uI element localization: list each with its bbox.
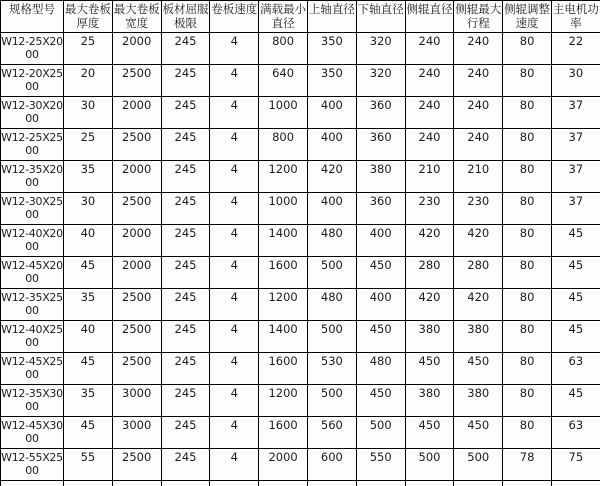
value-cell: 4 bbox=[210, 257, 259, 289]
value-cell: 2000 bbox=[112, 33, 161, 65]
table-row bbox=[1, 417, 600, 449]
value-cell: 20 bbox=[64, 65, 113, 97]
model-cell: W12-45X2000 bbox=[1, 257, 64, 289]
value-cell: 2000 bbox=[112, 257, 161, 289]
value-cell: 210 bbox=[454, 161, 503, 193]
table-row bbox=[1, 225, 600, 257]
value-cell: 245 bbox=[161, 417, 210, 449]
value-cell: 4 bbox=[210, 385, 259, 417]
value-cell: 240 bbox=[405, 97, 454, 129]
value-cell: 450 bbox=[356, 385, 405, 417]
empty-cell bbox=[454, 481, 503, 486]
value-cell: 450 bbox=[405, 353, 454, 385]
value-cell: 230 bbox=[454, 193, 503, 225]
value-cell: 4 bbox=[210, 161, 259, 193]
value-cell: 240 bbox=[454, 97, 503, 129]
header-cell: 主电机功率 bbox=[551, 1, 600, 33]
header-cell: 侧辊直径 bbox=[405, 1, 454, 33]
value-cell: 380 bbox=[405, 321, 454, 353]
value-cell: 245 bbox=[161, 321, 210, 353]
value-cell: 37 bbox=[551, 97, 600, 129]
value-cell: 480 bbox=[356, 353, 405, 385]
value-cell: 55 bbox=[64, 449, 113, 481]
value-cell: 420 bbox=[454, 289, 503, 321]
value-cell: 350 bbox=[307, 65, 356, 97]
table-row bbox=[1, 257, 600, 289]
empty-cell bbox=[259, 481, 308, 486]
value-cell: 80 bbox=[503, 321, 552, 353]
value-cell: 240 bbox=[454, 33, 503, 65]
value-cell: 380 bbox=[454, 385, 503, 417]
table-row bbox=[1, 65, 600, 97]
value-cell: 2500 bbox=[112, 289, 161, 321]
value-cell: 500 bbox=[307, 257, 356, 289]
value-cell: 4 bbox=[210, 225, 259, 257]
value-cell: 2500 bbox=[112, 353, 161, 385]
value-cell: 245 bbox=[161, 289, 210, 321]
value-cell: 245 bbox=[161, 385, 210, 417]
header-cell: 侧辊最大行程 bbox=[454, 1, 503, 33]
value-cell: 400 bbox=[307, 129, 356, 161]
model-cell: W12-35X3000 bbox=[1, 385, 64, 417]
value-cell: 45 bbox=[64, 257, 113, 289]
value-cell: 245 bbox=[161, 129, 210, 161]
value-cell: 640 bbox=[259, 65, 308, 97]
empty-cell bbox=[307, 481, 356, 486]
value-cell: 240 bbox=[405, 129, 454, 161]
value-cell: 245 bbox=[161, 33, 210, 65]
value-cell: 4 bbox=[210, 417, 259, 449]
value-cell: 480 bbox=[307, 225, 356, 257]
value-cell: 4 bbox=[210, 129, 259, 161]
value-cell: 2500 bbox=[112, 65, 161, 97]
value-cell: 25 bbox=[64, 33, 113, 65]
value-cell: 360 bbox=[356, 129, 405, 161]
value-cell: 245 bbox=[161, 193, 210, 225]
model-cell: W12-25X2500 bbox=[1, 129, 64, 161]
value-cell: 4 bbox=[210, 289, 259, 321]
value-cell: 80 bbox=[503, 225, 552, 257]
value-cell: 1400 bbox=[259, 321, 308, 353]
empty-cell bbox=[161, 481, 210, 486]
value-cell: 245 bbox=[161, 161, 210, 193]
value-cell: 40 bbox=[64, 321, 113, 353]
table-row bbox=[1, 353, 600, 385]
value-cell: 45 bbox=[551, 321, 600, 353]
value-cell: 1200 bbox=[259, 289, 308, 321]
value-cell: 2500 bbox=[112, 449, 161, 481]
value-cell: 80 bbox=[503, 353, 552, 385]
value-cell: 1200 bbox=[259, 161, 308, 193]
value-cell: 1600 bbox=[259, 353, 308, 385]
table-row bbox=[1, 129, 600, 161]
value-cell: 360 bbox=[356, 97, 405, 129]
header-cell: 侧辊调整速度 bbox=[503, 1, 552, 33]
value-cell: 245 bbox=[161, 225, 210, 257]
value-cell: 75 bbox=[551, 449, 600, 481]
value-cell: 1000 bbox=[259, 97, 308, 129]
value-cell: 450 bbox=[454, 353, 503, 385]
value-cell: 1400 bbox=[259, 225, 308, 257]
header-cell: 最大卷板厚度 bbox=[64, 1, 113, 33]
table-row bbox=[1, 97, 600, 129]
value-cell: 400 bbox=[356, 225, 405, 257]
value-cell: 400 bbox=[307, 193, 356, 225]
value-cell: 3000 bbox=[112, 385, 161, 417]
header-cell: 卷板速度 bbox=[210, 1, 259, 33]
value-cell: 30 bbox=[64, 97, 113, 129]
table-row bbox=[1, 193, 600, 225]
header-cell: 上轴直径 bbox=[307, 1, 356, 33]
table-row bbox=[1, 385, 600, 417]
value-cell: 45 bbox=[551, 289, 600, 321]
value-cell: 245 bbox=[161, 97, 210, 129]
value-cell: 4 bbox=[210, 449, 259, 481]
value-cell: 210 bbox=[405, 161, 454, 193]
empty-cell bbox=[210, 481, 259, 486]
value-cell: 500 bbox=[307, 321, 356, 353]
value-cell: 2500 bbox=[112, 193, 161, 225]
value-cell: 78 bbox=[503, 449, 552, 481]
value-cell: 420 bbox=[307, 161, 356, 193]
value-cell: 500 bbox=[307, 385, 356, 417]
value-cell: 80 bbox=[503, 65, 552, 97]
value-cell: 550 bbox=[356, 449, 405, 481]
value-cell: 420 bbox=[454, 225, 503, 257]
value-cell: 240 bbox=[454, 65, 503, 97]
value-cell: 25 bbox=[64, 129, 113, 161]
value-cell: 4 bbox=[210, 65, 259, 97]
value-cell: 45 bbox=[551, 225, 600, 257]
empty-cell bbox=[356, 481, 405, 486]
value-cell: 400 bbox=[307, 97, 356, 129]
value-cell: 1600 bbox=[259, 417, 308, 449]
table-body bbox=[1, 33, 600, 486]
value-cell: 3000 bbox=[112, 417, 161, 449]
value-cell: 450 bbox=[405, 417, 454, 449]
header-row bbox=[1, 1, 600, 33]
table-row bbox=[1, 449, 600, 481]
value-cell: 37 bbox=[551, 193, 600, 225]
value-cell: 63 bbox=[551, 353, 600, 385]
value-cell: 22 bbox=[551, 33, 600, 65]
model-cell: W12-40X2500 bbox=[1, 321, 64, 353]
value-cell: 35 bbox=[64, 289, 113, 321]
value-cell: 80 bbox=[503, 385, 552, 417]
model-cell: W12-45X2500 bbox=[1, 353, 64, 385]
value-cell: 30 bbox=[64, 193, 113, 225]
value-cell: 530 bbox=[307, 353, 356, 385]
value-cell: 280 bbox=[405, 257, 454, 289]
value-cell: 35 bbox=[64, 161, 113, 193]
header-cell: 满载最小直径 bbox=[259, 1, 308, 33]
value-cell: 320 bbox=[356, 33, 405, 65]
model-cell: W12-20X2500 bbox=[1, 65, 64, 97]
value-cell: 40 bbox=[64, 225, 113, 257]
value-cell: 450 bbox=[356, 321, 405, 353]
value-cell: 4 bbox=[210, 353, 259, 385]
header-cell-model: 规格型号 bbox=[1, 1, 64, 33]
value-cell: 400 bbox=[356, 289, 405, 321]
value-cell: 245 bbox=[161, 353, 210, 385]
value-cell: 80 bbox=[503, 161, 552, 193]
model-cell: W12-30X2500 bbox=[1, 193, 64, 225]
value-cell: 4 bbox=[210, 33, 259, 65]
value-cell: 240 bbox=[405, 33, 454, 65]
model-cell: W12-55X2500 bbox=[1, 449, 64, 481]
model-cell: W12-35X2000 bbox=[1, 161, 64, 193]
header-cell: 板材屈服极限 bbox=[161, 1, 210, 33]
value-cell: 500 bbox=[405, 449, 454, 481]
value-cell: 63 bbox=[551, 417, 600, 449]
value-cell: 4 bbox=[210, 97, 259, 129]
value-cell: 80 bbox=[503, 33, 552, 65]
value-cell: 350 bbox=[307, 33, 356, 65]
value-cell: 450 bbox=[454, 417, 503, 449]
value-cell: 37 bbox=[551, 161, 600, 193]
value-cell: 80 bbox=[503, 417, 552, 449]
empty-cell bbox=[551, 481, 600, 486]
value-cell: 2000 bbox=[259, 449, 308, 481]
model-cell: W12-45X3000 bbox=[1, 417, 64, 449]
value-cell: 80 bbox=[503, 289, 552, 321]
value-cell: 4 bbox=[210, 321, 259, 353]
value-cell: 320 bbox=[356, 65, 405, 97]
empty-cell bbox=[405, 481, 454, 486]
table-row bbox=[1, 33, 600, 65]
value-cell: 245 bbox=[161, 257, 210, 289]
value-cell: 1000 bbox=[259, 193, 308, 225]
value-cell: 600 bbox=[307, 449, 356, 481]
value-cell: 2000 bbox=[112, 225, 161, 257]
value-cell: 45 bbox=[64, 417, 113, 449]
value-cell: 800 bbox=[259, 129, 308, 161]
empty-cell bbox=[64, 481, 113, 486]
value-cell: 420 bbox=[405, 289, 454, 321]
value-cell: 80 bbox=[503, 129, 552, 161]
value-cell: 45 bbox=[64, 353, 113, 385]
value-cell: 2500 bbox=[112, 129, 161, 161]
value-cell: 80 bbox=[503, 193, 552, 225]
value-cell: 380 bbox=[356, 161, 405, 193]
model-cell: W12-25X2000 bbox=[1, 33, 64, 65]
header-cell: 下轴直径 bbox=[356, 1, 405, 33]
value-cell: 360 bbox=[356, 193, 405, 225]
empty-row bbox=[1, 481, 600, 486]
value-cell: 380 bbox=[454, 321, 503, 353]
table-row bbox=[1, 321, 600, 353]
value-cell: 35 bbox=[64, 385, 113, 417]
model-cell: W12-30X2000 bbox=[1, 97, 64, 129]
value-cell: 2000 bbox=[112, 97, 161, 129]
table-row bbox=[1, 289, 600, 321]
value-cell: 450 bbox=[356, 257, 405, 289]
value-cell: 245 bbox=[161, 65, 210, 97]
value-cell: 800 bbox=[259, 33, 308, 65]
value-cell: 37 bbox=[551, 129, 600, 161]
empty-cell bbox=[112, 481, 161, 486]
value-cell: 240 bbox=[454, 129, 503, 161]
value-cell: 480 bbox=[307, 289, 356, 321]
model-cell: W12-35X2500 bbox=[1, 289, 64, 321]
table-row bbox=[1, 161, 600, 193]
value-cell: 500 bbox=[356, 417, 405, 449]
value-cell: 80 bbox=[503, 257, 552, 289]
model-cell: W12-40X2000 bbox=[1, 225, 64, 257]
value-cell: 380 bbox=[405, 385, 454, 417]
header-cell: 最大卷板宽度 bbox=[112, 1, 161, 33]
value-cell: 1200 bbox=[259, 385, 308, 417]
empty-cell bbox=[503, 481, 552, 486]
value-cell: 45 bbox=[551, 257, 600, 289]
value-cell: 230 bbox=[405, 193, 454, 225]
value-cell: 45 bbox=[551, 385, 600, 417]
value-cell: 4 bbox=[210, 193, 259, 225]
empty-cell bbox=[1, 481, 64, 486]
value-cell: 420 bbox=[405, 225, 454, 257]
value-cell: 2000 bbox=[112, 161, 161, 193]
value-cell: 245 bbox=[161, 449, 210, 481]
value-cell: 240 bbox=[405, 65, 454, 97]
value-cell: 2500 bbox=[112, 321, 161, 353]
value-cell: 280 bbox=[454, 257, 503, 289]
value-cell: 30 bbox=[551, 65, 600, 97]
value-cell: 80 bbox=[503, 97, 552, 129]
value-cell: 500 bbox=[454, 449, 503, 481]
value-cell: 560 bbox=[307, 417, 356, 449]
value-cell: 1600 bbox=[259, 257, 308, 289]
